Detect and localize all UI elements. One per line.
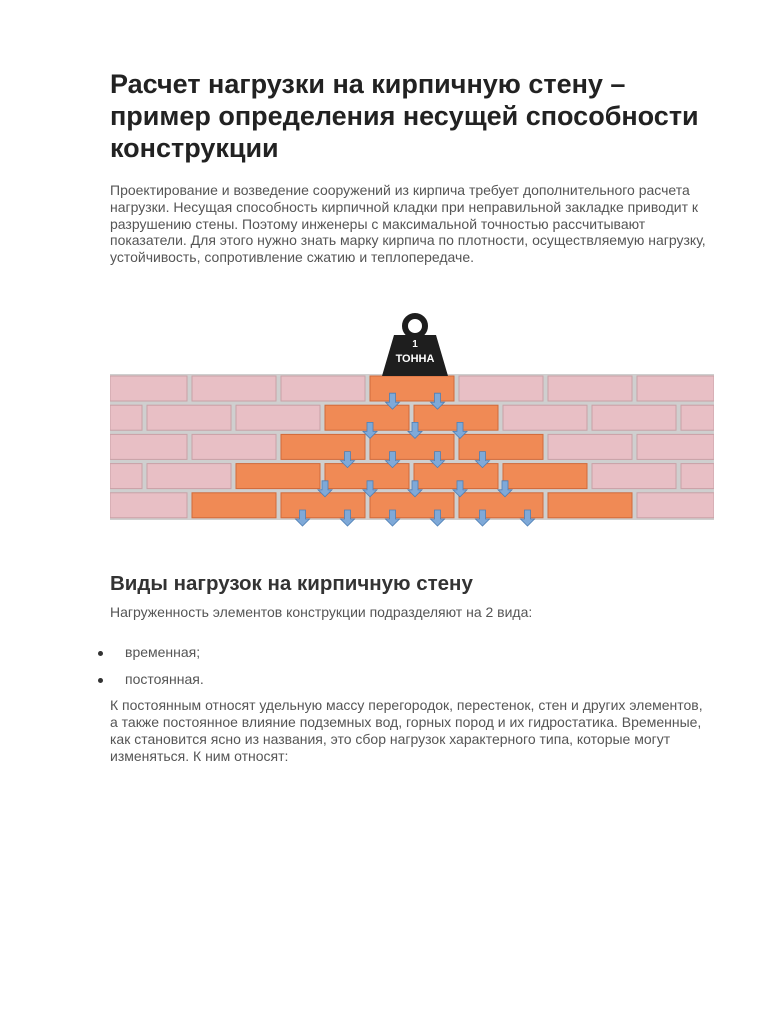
loaded-brick bbox=[370, 376, 454, 401]
article-title: Расчет нагрузки на кирпичную стену – пример определения несущей способности конструкции bbox=[110, 69, 699, 163]
intro-paragraph: Проектирование и возведение сооружений из кирпича требует дополнительного расчета нагрузки. Несущая способность кирпичной кладки при неправильной закладке приводит к разрушению стены. Поэтому инженеры с максимальной точностью рассчитывают показатели. Для этого нужно знать марку кирпича по плотности, осуществляемую нагрузку, устойчивость, сопротивление сжатию и теплопередаче. bbox=[110, 182, 706, 266]
loaded-brick bbox=[459, 434, 543, 459]
brick bbox=[637, 376, 714, 401]
brick bbox=[681, 464, 714, 489]
loaded-brick bbox=[414, 464, 498, 489]
brick bbox=[110, 405, 142, 430]
brick bbox=[592, 464, 676, 489]
weight-icon bbox=[382, 316, 448, 376]
brick bbox=[548, 434, 632, 459]
brick bbox=[147, 464, 231, 489]
loaded-brick bbox=[503, 464, 587, 489]
brick bbox=[281, 376, 365, 401]
brick bbox=[548, 376, 632, 401]
brick bbox=[592, 405, 676, 430]
loaded-brick bbox=[414, 405, 498, 430]
brick bbox=[503, 405, 587, 430]
brick bbox=[681, 405, 714, 430]
brick bbox=[459, 376, 543, 401]
loaded-brick bbox=[236, 464, 320, 489]
loaded-brick bbox=[281, 434, 365, 459]
weight-label: ТОННА bbox=[395, 353, 435, 365]
brick bbox=[192, 376, 276, 401]
loaded-brick bbox=[370, 493, 454, 518]
weight-number: 1 bbox=[412, 339, 418, 350]
loaded-brick bbox=[548, 493, 632, 518]
brick bbox=[110, 464, 142, 489]
brick bbox=[110, 376, 187, 401]
brick bbox=[236, 405, 320, 430]
section-title: Виды нагрузок на кирпичную стену bbox=[110, 572, 473, 595]
brick bbox=[637, 434, 714, 459]
constant-temporary-paragraph: К постоянным относят удельную массу перегородок, перестенок, стен и других элементов, а также постоянное влияние подземных вод, горных пород и их гидростатика. Временные, как становится ясно из названия, это сбор нагрузок характерного типа, которые могут изменяться. К ним относят: bbox=[110, 697, 703, 764]
brick bbox=[192, 434, 276, 459]
brick bbox=[110, 493, 187, 518]
loaded-brick bbox=[281, 493, 365, 518]
brick-wall-load-illustration bbox=[110, 310, 714, 530]
bullet-icon bbox=[98, 678, 103, 683]
brick bbox=[110, 434, 187, 459]
loaded-brick bbox=[192, 493, 276, 518]
loaded-brick bbox=[370, 434, 454, 459]
brick bbox=[147, 405, 231, 430]
bullet-icon bbox=[98, 651, 103, 656]
brick bbox=[637, 493, 714, 518]
types-intro: Нагруженность элементов конструкции подразделяют на 2 вида: bbox=[110, 604, 533, 620]
list-item-text: временная; bbox=[125, 644, 201, 660]
list-item-text: постоянная. bbox=[125, 671, 204, 687]
brick-wall-diagram bbox=[110, 310, 714, 530]
